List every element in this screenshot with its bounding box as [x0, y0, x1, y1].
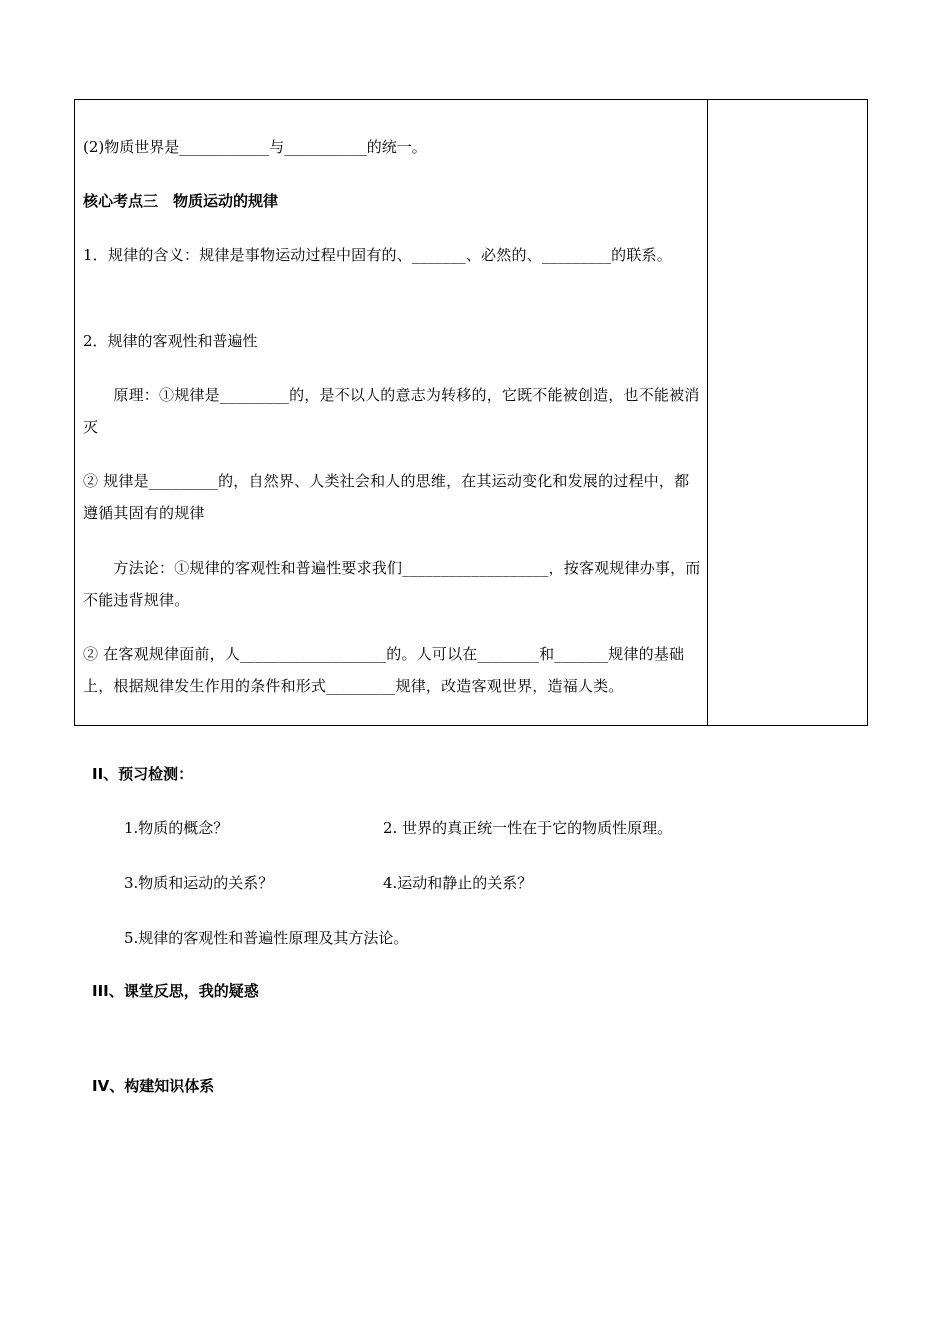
section-3-title: III、课堂反思，我的疑惑: [92, 982, 259, 1000]
material-world-line: (2)物质世界是____________与___________的统一。: [83, 138, 427, 156]
question-3: 3.物质和运动的关系？: [124, 874, 274, 892]
methodology-1: 方法论：①规律的客观性和普遍性要求我们___________________，按客观规律办事，而不能违背规律。: [83, 559, 701, 609]
question-5: 5.规律的客观性和普遍性原理及其方法论。: [124, 929, 409, 947]
methodology-2: ② 在客观规律面前，人___________________的。人可以在________和_______规律的基础上，根据规律发生作用的条件和形式_________规律，改造客观世界，造福人类。: [83, 645, 685, 695]
core-point-heading: 核心考点三 物质运动的规律: [83, 192, 279, 210]
section-4-title: IV、构建知识体系: [92, 1077, 215, 1095]
question-4: 4.运动和静止的关系？: [383, 874, 533, 892]
column-divider: [707, 100, 708, 725]
principle-2: ② 规律是_________的，自然界、人类社会和人的思维，在其运动变化和发展的过程中，都遵循其固有的规律: [83, 472, 690, 522]
question-1: 1.物质的概念？: [124, 819, 229, 837]
notes-table: [74, 99, 868, 726]
principle-1: 原理：①规律是_________的，是不以人的意志为转移的，它既不能被创造，也不能被消灭: [83, 386, 700, 436]
law-definition: 1．规律的含义：规律是事物运动过程中固有的、_______、必然的、_________的联系。: [83, 246, 672, 264]
section-2-title: II、预习检测：: [92, 765, 194, 783]
question-2: 2. 世界的真正统一性在于它的物质性原理。: [383, 819, 673, 837]
law-properties-heading: 2．规律的客观性和普遍性: [83, 332, 258, 350]
